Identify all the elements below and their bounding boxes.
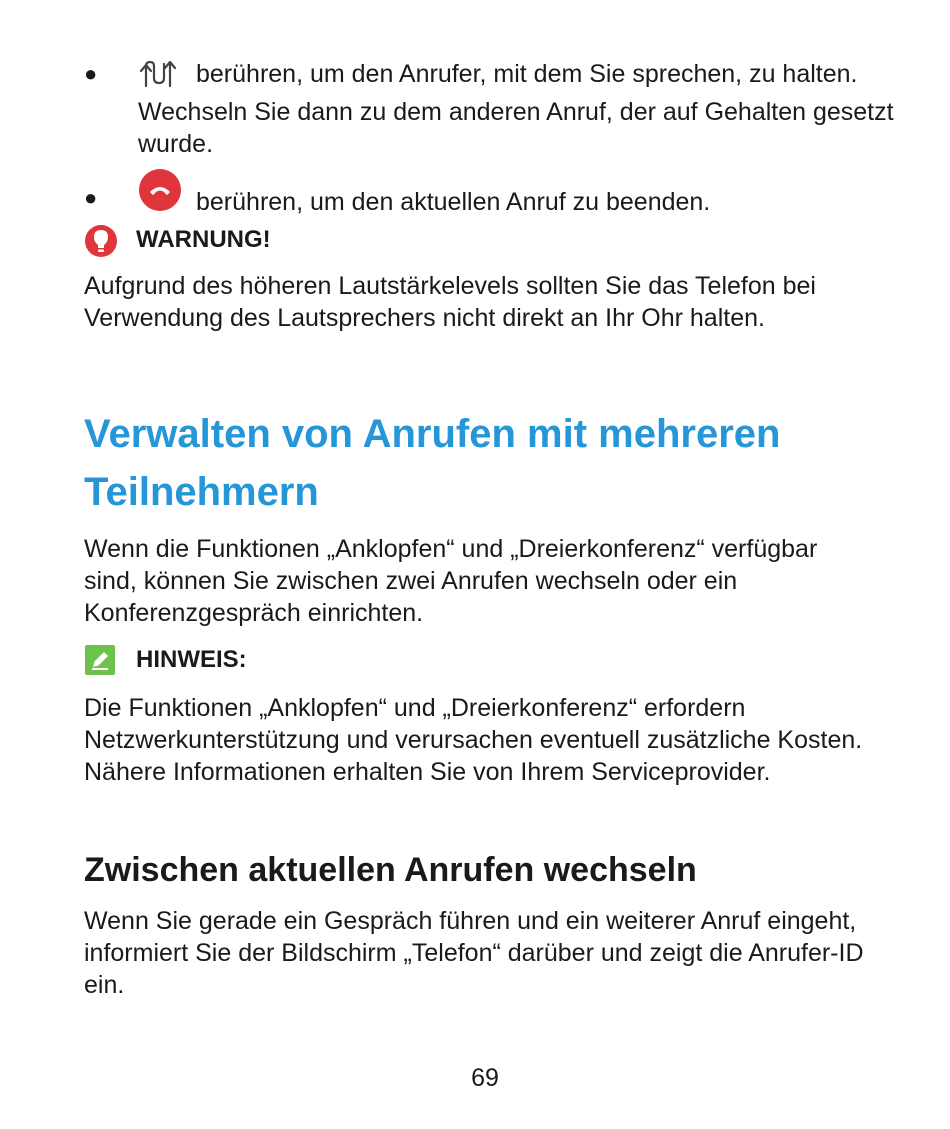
- section-intro: Wenn die Funktionen „Anklopfen“ und „Dreierkonferenz“ verfügbar sind, können Sie zwischen zwei Anrufen wechseln oder ein Konferenzgespräch einrichten.: [84, 535, 818, 627]
- bullet-dot: ●: [84, 185, 98, 210]
- bullet-text: berühren, um den aktuellen Anruf zu beenden.: [196, 188, 711, 216]
- note-heading: [84, 644, 247, 683]
- subsection-title: Zwischen aktuellen Anrufen wechseln: [84, 851, 697, 889]
- bullet-text: berühren, um den Anrufer, mit dem Sie sprechen, zu halten. Wechseln Sie dann zu dem anderen Anruf, der auf Gehalten gesetzt wurde.: [138, 60, 894, 158]
- subsection-text: Wenn Sie gerade ein Gespräch führen und ein weiterer Anruf eingeht, informiert Sie der Bildschirm „Telefon“ darüber und zeigt die Anrufer-ID ein.: [84, 907, 864, 999]
- end-call-icon: [138, 182, 182, 220]
- warning-text: Aufgrund des höheren Lautstärkelevels sollten Sie das Telefon bei Verwendung des Lautsprechers nicht direkt an Ihr Ohr halten.: [84, 272, 816, 332]
- warning-label: WARNUNG!: [136, 226, 271, 253]
- section-title: Verwalten von Anrufen mit mehreren Teilnehmern: [84, 412, 781, 514]
- warning-heading: [84, 224, 271, 265]
- swap-calls-icon: [138, 58, 182, 96]
- note-text: Die Funktionen „Anklopfen“ und „Dreierkonferenz“ erfordern Netzwerkunterstützung und verursachen eventuell zusätzliche Kosten. Nähere Informationen erhalten Sie von Ihrem Serviceprovider.: [84, 694, 863, 786]
- warning-icon: [84, 237, 118, 264]
- note-edit-icon: [84, 655, 116, 682]
- page-number: 69: [471, 1064, 499, 1092]
- bullet-dot: ●: [84, 61, 98, 86]
- note-label: HINWEIS:: [136, 646, 247, 673]
